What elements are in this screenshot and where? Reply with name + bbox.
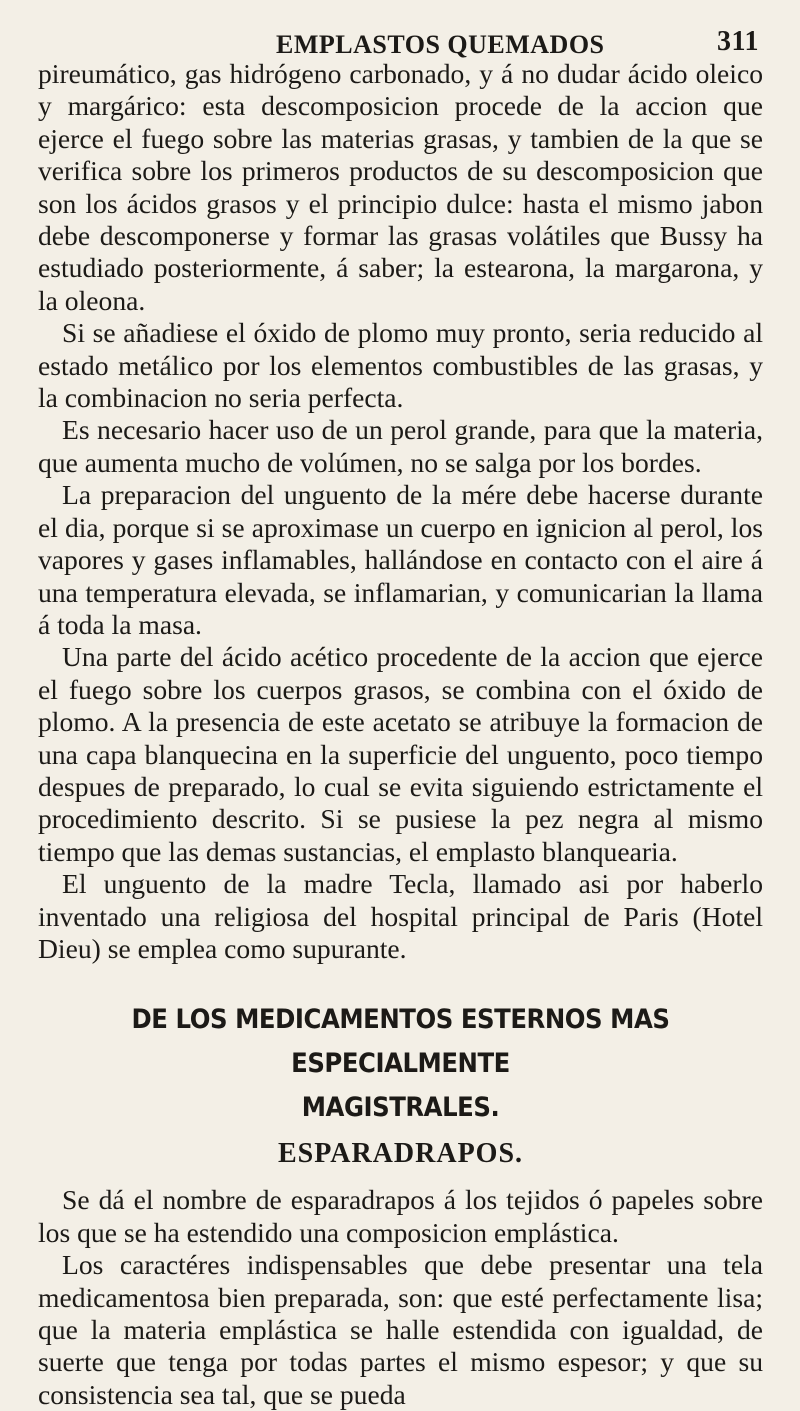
body-text-bottom: [38, 1184, 763, 1411]
paragraph: El unguento de la madre Tecla, llamado asi por haberlo inventado una religiosa del hospital principal de Paris (Hotel Dieu) se emplea como supurante.: [38, 868, 763, 964]
subsection-heading: ESPARADRAPOS.: [277, 1138, 524, 1170]
section-heading-line1: DE LOS MEDICAMENTOS ESTERNOS MAS ESPECIALMENTE: [131, 1004, 670, 1080]
body-text-top: [38, 58, 763, 965]
running-title: EMPLASTOS QUEMADOS: [276, 30, 605, 59]
paragraph: Es necesario hacer uso de un perol grande, para que la materia, que aumenta mucho de volúmen, no se salga por los bordes.: [38, 414, 763, 478]
section-heading-line2: MAGISTRALES.: [301, 1092, 500, 1124]
paragraph: La preparacion del unguento de la mére debe hacerse durante el dia, porque si se aproximase un cuerpo en ignicion al perol, los vapores y gases inflamables, hallándose en contacto con el aire á una temperatura elevada, se inflamarian, y comunicarian la llama á toda la masa.: [38, 479, 763, 640]
paragraph: Se dá el nombre de esparadrapos á los tejidos ó papeles sobre los que se ha estendido una composicion emplástica.: [38, 1184, 763, 1248]
paragraph: Una parte del ácido acético procedente de la accion que ejerce el fuego sobre los cuerpos grasos, se combina con el óxido de plomo. A la presencia de este acetato se atribuye la formacion de una capa blanquecina en la superficie del unguento, poco tiempo despues de preparado, lo cual se evita siguiendo estrictamente el procedimiento descrito. Si se pusiese la pez negra al mismo tiempo que las demas sustancias, el emplasto blanquearia.: [38, 641, 763, 867]
paragraph: pireumático, gas hidrógeno carbonado, y á no dudar ácido oleico y margárico: esta descomposicion procede de la accion que ejerce el fuego sobre las materias grasas, y tambien de la que se verifica sobre los primeros productos de su descomposicion que son los ácidos grasos y el principio dulce: hasta el mismo jabon debe descomponerse y formar las grasas volátiles que Bussy ha estudiado posteriormente, á saber; la estearona, la margarona, y la oleona.: [38, 58, 763, 316]
running-head: [38, 0, 763, 58]
paragraph: Los caractéres indispensables que debe presentar una tela medicamentosa bien preparada, son: que esté perfectamente lisa; que la materia emplástica se halle estendida con igualdad, de suerte que tenga por todas partes el mismo espesor; y que su consistencia sea tal, que se pueda: [38, 1249, 763, 1410]
section-heading: [67, 998, 734, 1130]
paragraph: Si se añadiese el óxido de plomo muy pronto, seria reducido al estado metálico por los elementos combustibles de las grasas, y la combinacion no seria perfecta.: [38, 317, 763, 414]
book-page: [38, 0, 763, 1410]
page-number: 311: [717, 26, 759, 57]
